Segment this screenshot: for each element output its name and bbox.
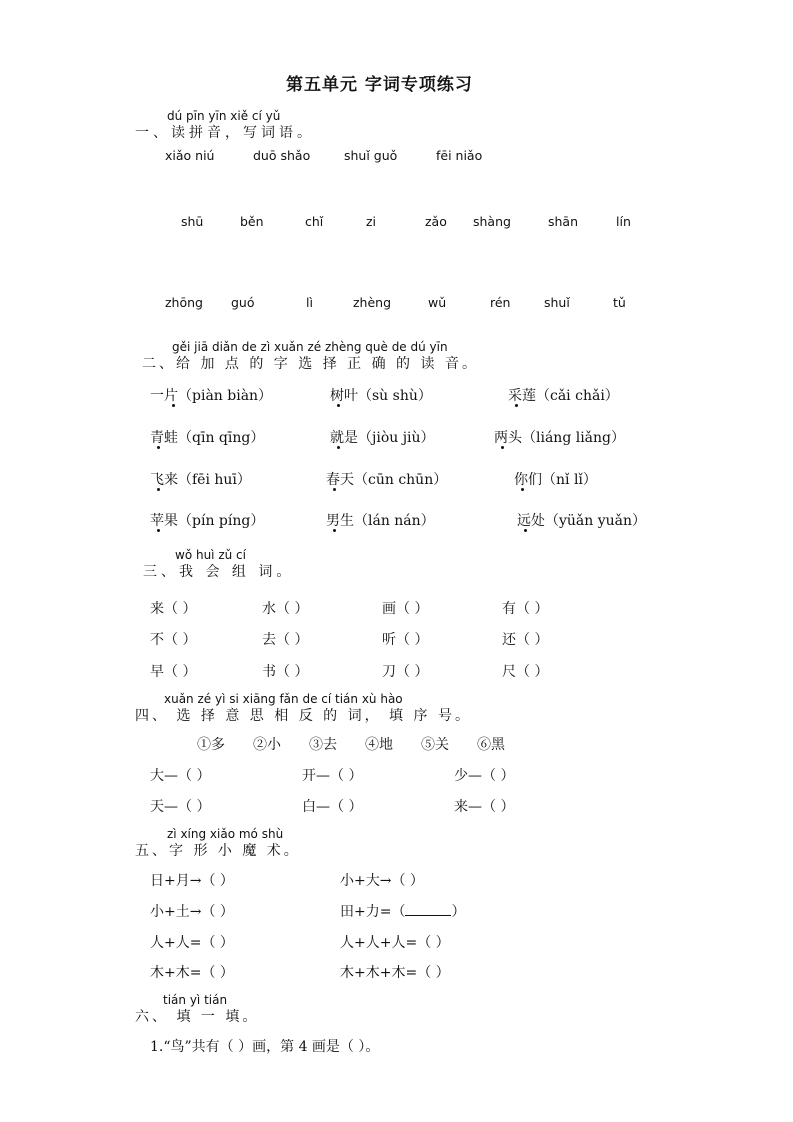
reading-choice: 两头（liáng liǎng）: [494, 430, 626, 446]
section3-pinyin: wǒ huì zǔ cí: [175, 548, 246, 562]
reading-choice: 春天（cūn chūn）: [326, 472, 448, 488]
word-group-blank[interactable]: 早（ ）: [150, 664, 197, 680]
emphasis-dot: [337, 404, 340, 407]
emphasis-dot: [333, 488, 336, 491]
pinyin-syllable: tǔ: [613, 295, 626, 310]
antonym-blank[interactable]: 少—（ ）: [454, 768, 515, 784]
char-puzzle-blank[interactable]: 小+大→（ ）: [340, 873, 424, 889]
section1-pinyin: dú pīn yīn xiě cí yǔ: [167, 109, 281, 123]
word-group-blank[interactable]: 刀（ ）: [382, 664, 429, 680]
word-group-blank[interactable]: 画（ ）: [382, 601, 429, 617]
section6-pinyin: tián yì tián: [163, 993, 228, 1007]
section1-heading: 一、读拼音，写词语。: [135, 125, 315, 141]
emphasis-dot: [172, 404, 175, 407]
word-group-blank[interactable]: 听（ ）: [382, 632, 429, 648]
word-group-blank[interactable]: 有（ ）: [502, 601, 549, 617]
antonym-option: ⑥黑: [477, 737, 505, 753]
section5-pinyin: zì xíng xiǎo mó shù: [167, 827, 284, 841]
emphasis-dot: [157, 488, 160, 491]
section2-heading: 二、给 加 点 的 字 选 择 正 确 的 读 音。: [142, 356, 479, 372]
emphasis-dot: [333, 529, 336, 532]
emphasis-dot: [501, 446, 504, 449]
antonym-blank[interactable]: 天—（ ）: [150, 799, 211, 815]
antonym-blank[interactable]: 白—（ ）: [302, 799, 363, 815]
pinyin-syllable: rén: [490, 295, 511, 310]
char-puzzle-text: 田+力=（: [340, 904, 406, 920]
pinyin-syllable: wǔ: [428, 295, 447, 310]
section3-heading: 三、我 会 组 词。: [143, 564, 295, 580]
word-group-blank[interactable]: 来（ ）: [150, 601, 197, 617]
reading-choice: 青蛙（qīn qīng）: [150, 430, 265, 446]
pinyin-syllable: shàng: [473, 214, 511, 229]
emphasis-dot: [157, 446, 160, 449]
fill-question-1[interactable]: 1.“鸟”共有（ ）画，第 4 画是（ ）。: [150, 1039, 380, 1055]
antonym-option: ⑤关: [421, 737, 449, 753]
word-group-blank[interactable]: 还（ ）: [502, 632, 549, 648]
pinyin-syllable: zi: [366, 214, 377, 229]
pinyin-syllable: guó: [231, 295, 255, 310]
pinyin-syllable: zǎo: [425, 214, 447, 229]
emphasis-dot: [337, 446, 340, 449]
pinyin-word: duō shǎo: [253, 148, 311, 163]
reading-choice: 树叶（sù shù）: [330, 388, 432, 404]
pinyin-syllable: shuǐ: [544, 295, 570, 310]
reading-choice: 采莲（cǎi chǎi）: [508, 388, 619, 404]
pinyin-syllable: zhèng: [353, 295, 392, 310]
antonym-option: ①多: [197, 737, 225, 753]
pinyin-syllable: zhōng: [165, 295, 203, 310]
pinyin-word: xiǎo niú: [165, 148, 215, 163]
section5-heading: 五、字 形 小 魔 术。: [135, 843, 301, 859]
reading-choice: 苹果（pín píng）: [150, 513, 265, 529]
pinyin-syllable: běn: [240, 214, 264, 229]
word-group-blank[interactable]: 水（ ）: [262, 601, 309, 617]
antonym-option: ③去: [309, 737, 337, 753]
word-group-blank[interactable]: 去（ ）: [262, 632, 309, 648]
section4-pinyin: xuǎn zé yì si xiāng fǎn de cí tián xù hào: [164, 692, 403, 706]
close-paren: ）: [451, 904, 466, 920]
reading-choice: 你们（nǐ lǐ）: [514, 472, 597, 488]
antonym-blank[interactable]: 大—（ ）: [150, 768, 211, 784]
pinyin-word: fēi niǎo: [436, 148, 483, 163]
char-puzzle-blank[interactable]: 人+人=（ ）: [150, 935, 234, 951]
char-puzzle-blank[interactable]: 人+人+人=（ ）: [340, 935, 450, 951]
word-group-blank[interactable]: 不（ ）: [150, 632, 197, 648]
reading-choice: 就是（jiòu jiù）: [330, 430, 435, 446]
char-puzzle-blank[interactable]: 小+土→（ ）: [150, 904, 234, 920]
antonym-option: ④地: [365, 737, 393, 753]
reading-choice: 远处（yüǎn yuǎn）: [517, 513, 647, 529]
antonym-option: ②小: [253, 737, 281, 753]
pinyin-word: shuǐ guǒ: [344, 148, 398, 163]
word-group-blank[interactable]: 尺（ ）: [502, 664, 549, 680]
pinyin-syllable: shān: [548, 214, 579, 229]
reading-choice: 飞来（fēi huī）: [150, 472, 251, 488]
word-group-blank[interactable]: 书（ ）: [262, 664, 309, 680]
section4-heading: 四、 选 择 意 思 相 反 的 词， 填 序 号。: [135, 708, 472, 724]
pinyin-syllable: chǐ: [305, 214, 324, 229]
answer-underline[interactable]: [405, 903, 451, 916]
section6-heading: 六、 填 一 填。: [135, 1009, 260, 1025]
pinyin-syllable: shū: [181, 214, 204, 229]
antonym-blank[interactable]: 来—（ ）: [454, 799, 515, 815]
char-puzzle-blank[interactable]: [340, 901, 465, 921]
section2-pinyin: gěi jiā diǎn de zì xuǎn zé zhèng què de dú yīn: [172, 340, 448, 354]
char-puzzle-blank[interactable]: 木+木+木=（ ）: [340, 965, 450, 981]
char-puzzle-blank[interactable]: 木+木=（ ）: [150, 965, 234, 981]
emphasis-dot: [157, 529, 160, 532]
antonym-blank[interactable]: 开—（ ）: [302, 768, 363, 784]
pinyin-syllable: lì: [306, 295, 313, 310]
char-puzzle-blank[interactable]: 日+月→（ ）: [150, 873, 234, 889]
reading-choice: 一片（piàn biàn）: [150, 388, 273, 404]
page-title: 第五单元 字词专项练习: [286, 75, 473, 95]
emphasis-dot: [515, 404, 518, 407]
reading-choice: 男生（lán nán）: [326, 513, 435, 529]
emphasis-dot: [524, 529, 527, 532]
emphasis-dot: [521, 488, 524, 491]
pinyin-syllable: lín: [616, 214, 631, 229]
